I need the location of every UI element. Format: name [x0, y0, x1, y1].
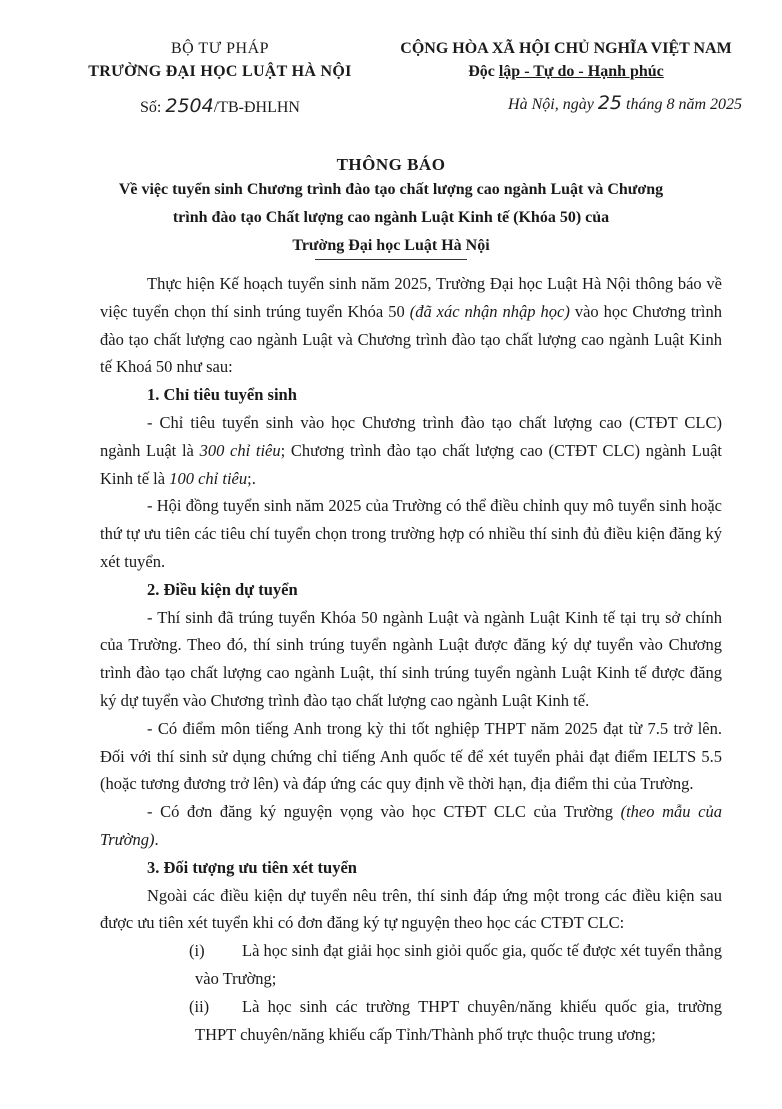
issuer-block [60, 40, 380, 117]
s2p3-text-italic: (theo mẫu của Trường) [100, 802, 722, 849]
list-item-text: Là học sinh đạt giải học sinh giỏi quốc gia, quốc tế được xét tuyển thẳng vào Trường; [195, 941, 722, 988]
issue-date [370, 92, 762, 114]
document-number-prefix: Số: [140, 99, 166, 116]
s1p1-text-a: - Chỉ tiêu tuyển sinh vào học Chương trình đào tạo chất lượng cao (CTĐT CLC) ngành Luật là [100, 412, 722, 460]
date-day-handwritten: 25 [597, 92, 622, 114]
document-title-block [0, 155, 782, 259]
document-number-suffix: /TB-ĐHLHN [213, 99, 300, 116]
section-3-heading: 3. Đối tượng ưu tiên xét tuyển [147, 857, 357, 877]
list-item-number: (ii) [189, 996, 210, 1016]
s1p1-quota-law: 300 chỉ tiêu [199, 440, 281, 460]
document-subject-line-1: Về việc tuyển sinh Chương trình đào tạo chất lượng cao ngành Luật và Chương [118, 181, 664, 198]
section-1-heading: 1. Chỉ tiêu tuyển sinh [147, 385, 297, 405]
section-2-heading: 2. Điều kiện dự tuyển [147, 579, 298, 599]
national-motto [370, 63, 762, 81]
motto-part-b: lập - Tự do - Hạnh phúc [498, 63, 664, 80]
section-2-paragraph-2: - Có điểm môn tiếng Anh trong kỳ thi tốt nghiệp THPT năm 2025 đạt từ 7.5 trở lên. Đối với thí sinh sử dụng chứng chỉ tiếng Anh quốc tế để xét tuyển phải đạt điểm IELTS 5.5 (hoặc tương đương trở lên) và đáp ứng các quy định về thời hạn, địa điểm thi của Trường. [100, 718, 722, 794]
list-item [100, 993, 722, 1049]
section-3-paragraph-1: Ngoài các điều kiện dự tuyển nêu trên, thí sinh đáp ứng một trong các điều kiện sau được ưu tiên xét tuyển khi có đơn đăng ký tự nguyện theo học các CTĐT CLC: [100, 885, 722, 933]
document-number-handwritten: 2504 [165, 95, 214, 117]
document-subject-line-3: Trường Đại học Luật Hà Nội [292, 237, 490, 254]
list-item-text: Là học sinh các trường THPT chuyên/năng khiếu quốc gia, trường THPT chuyên/năng khiếu cấp Tỉnh/Thành phố trực thuộc trung ương; [195, 996, 722, 1044]
s2p3-text-b: . [154, 829, 159, 849]
section-2-paragraph-1: - Thí sinh đã trúng tuyển Khóa 50 ngành Luật và ngành Luật Kinh tế tại trụ sở chính của Trường. Theo đó, thí sinh trúng tuyển ngành Luật được đăng ký dự tuyển vào Chương trình đào tạo chất lượng cao ngành Luật, thí sinh trúng tuyển ngành Luật Kinh tế được đăng ký dự tuyển vào Chương trình đào tạo chất lượng cao ngành Luật Kinh tế. [100, 607, 722, 710]
intro-text-b: vào học Chương trình đào tạo chất lượng cao ngành Luật và Chương trình đào tạo chất lượng cao ngành Luật Kinh tế Khoá 50 như sau: [100, 301, 723, 377]
ministry-name: BỘ TƯ PHÁP [170, 40, 270, 57]
section-2-paragraph-3 [100, 798, 722, 854]
intro-text-italic: (đã xác nhận nhập học) [409, 301, 570, 321]
document-title: THÔNG BÁO [336, 155, 446, 174]
list-item-number: (i) [189, 941, 205, 961]
s1p1-text-b: ; Chương trình đào tạo chất lượng cao (CTĐT CLC) ngành Luật Kinh tế là [100, 440, 722, 488]
section-1-paragraph-1 [100, 409, 722, 492]
document-number [60, 95, 380, 117]
s2p3-text-a: - Có đơn đăng ký nguyện vọng vào học CTĐT CLC của Trường [147, 802, 621, 822]
section-1-paragraph-2: - Hội đồng tuyển sinh năm 2025 của Trường có thể điều chỉnh quy mô tuyển sinh hoặc thứ tự ưu tiên các tiêu chí tuyển chọn trong trường hợp có nhiều thí sinh đủ điều kiện đăng ký xét tuyển. [100, 496, 722, 571]
national-header-block [370, 40, 762, 114]
s1p1-quota-economic-law: 100 chỉ tiêu [169, 468, 248, 488]
intro-paragraph [100, 270, 722, 381]
title-divider [315, 259, 467, 260]
s1p1-text-c: ;. [247, 468, 256, 488]
document-subject-line-2: trình đào tạo Chất lượng cao ngành Luật Kinh tế (Khóa 50) của [172, 209, 610, 226]
date-prefix: Hà Nội, ngày [508, 96, 598, 113]
motto-part-a: Độc [468, 63, 499, 80]
country-name: CỘNG HÒA XÃ HỘI CHỦ NGHĨA VIỆT NAM [400, 40, 732, 57]
school-name: TRƯỜNG ĐẠI HỌC LUẬT HÀ NỘI [88, 63, 352, 80]
document-body [100, 270, 722, 1048]
list-item [100, 937, 722, 993]
intro-text-a: Thực hiện Kế hoạch tuyển sinh năm 2025, Trường Đại học Luật Hà Nội thông báo về việc tuyển chọn thí sinh trúng tuyển Khóa 50 [100, 274, 722, 321]
date-suffix: tháng 8 năm 2025 [622, 96, 742, 113]
